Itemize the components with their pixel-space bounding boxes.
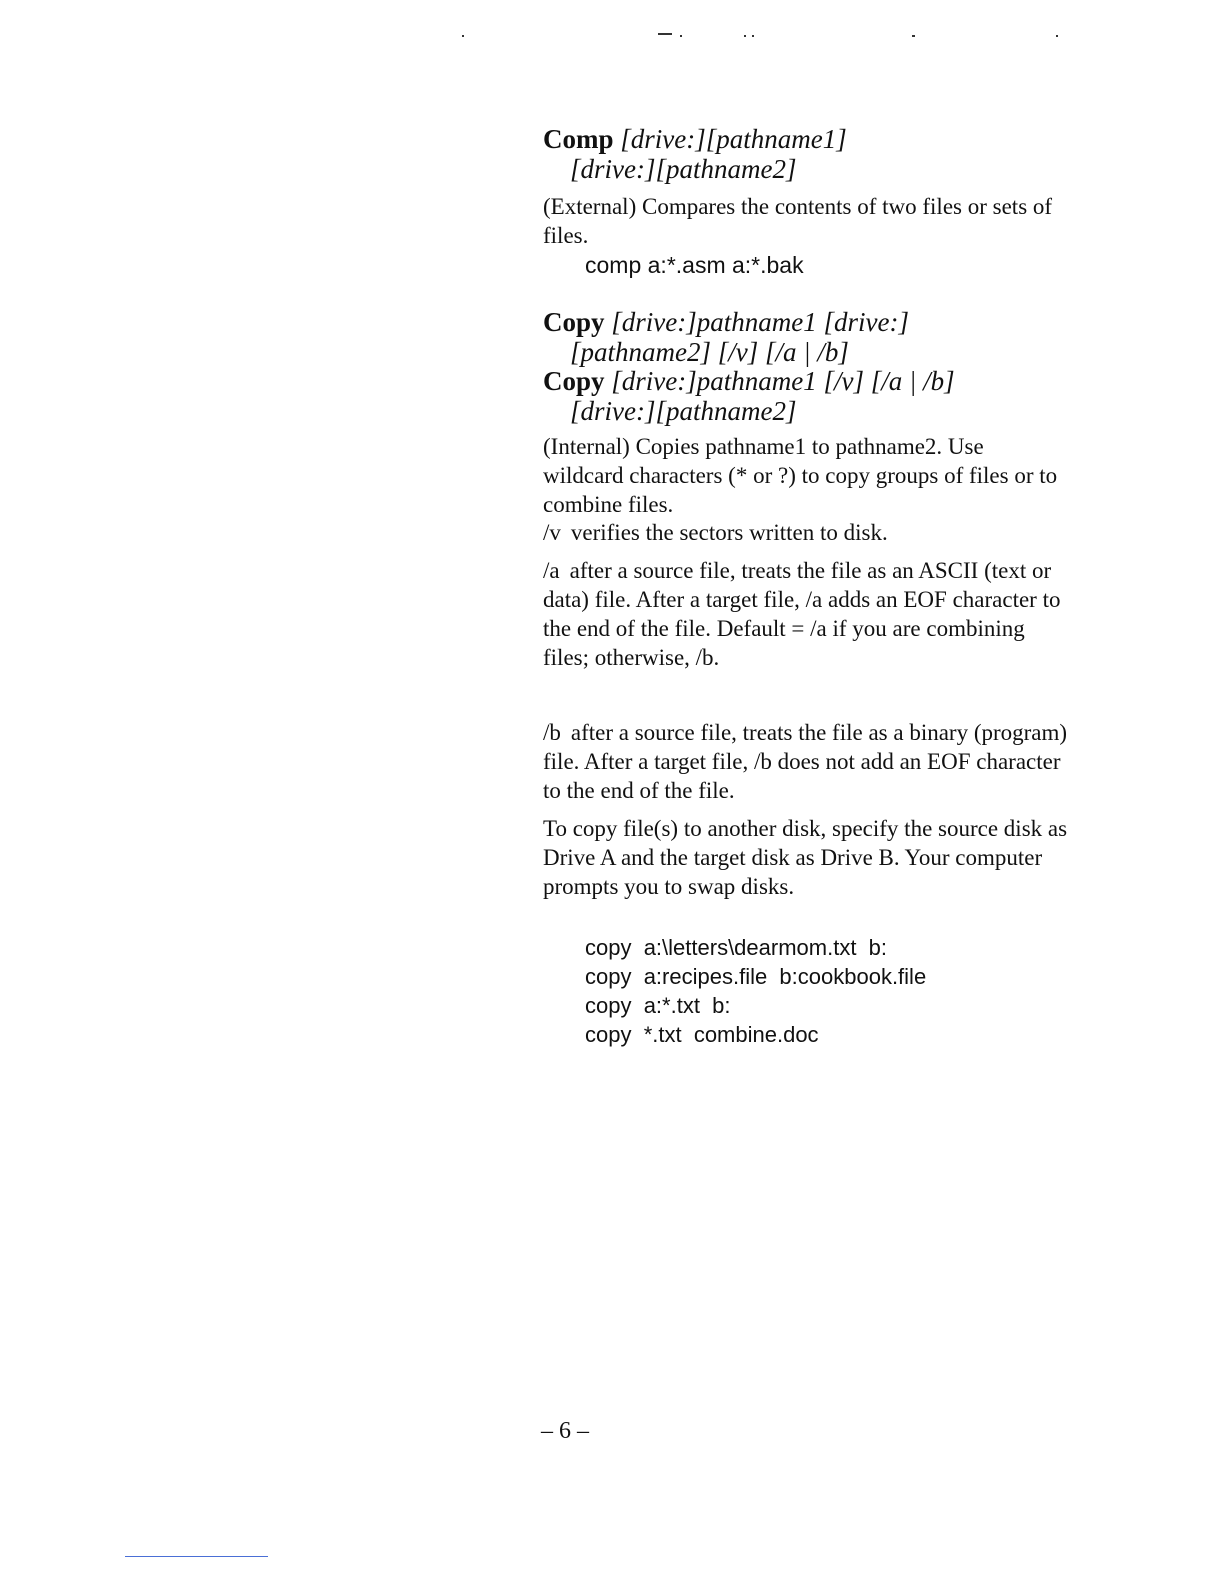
copy-syntax-2-args-a: [drive:]pathname1 [/v] [/a | /b] [611, 366, 955, 396]
copy-syntax-1-args-a: [drive:]pathname1 [drive:] [611, 307, 909, 337]
footer-rule [125, 1556, 268, 1557]
comp-command-name: Comp [543, 124, 614, 154]
copy-command-name-2: Copy [543, 366, 605, 396]
option-a-flag: /a [543, 558, 560, 583]
copy-syntax-2 [543, 366, 955, 426]
comp-syntax [543, 124, 847, 184]
option-v [543, 518, 1068, 547]
option-v-flag: /v [543, 520, 561, 545]
copy-syntax-1 [543, 307, 909, 367]
comp-description: (External) Compares the contents of two files or sets of files. [543, 194, 1053, 248]
copy-example-3: copy a:*.txt b: [585, 993, 731, 1018]
option-b [543, 718, 1068, 805]
comp-syntax-args-2: [drive:][pathname2] [570, 154, 797, 184]
page-number: – 6 – [541, 1418, 589, 1444]
option-b-text: after a source file, treats the file as a binary (program) file. After a target file, /b does not add an EOF character to the end of the file. [543, 720, 1068, 803]
copy-command-name: Copy [543, 307, 605, 337]
copy-syntax-1-args-b: [pathname2] [/v] [/a | /b] [570, 337, 849, 367]
copy-example-4: copy *.txt combine.doc [585, 1022, 819, 1047]
copy-example-1: copy a:\letters\dearmom.txt b: [585, 935, 888, 960]
comp-syntax-args-1: [drive:][pathname1] [620, 124, 847, 154]
option-v-text: verifies the sectors written to disk. [570, 520, 888, 545]
copy-swap-note: To copy file(s) to another disk, specify the source disk as Drive A and the target disk as Drive B. Your computer prompts you to swap disks. [543, 816, 1068, 899]
comp-example: comp a:*.asm a:*.bak [585, 252, 804, 278]
copy-example-2: copy a:recipes.file b:cookbook.file [585, 964, 927, 989]
option-b-flag: /b [543, 720, 561, 745]
copy-description: (Internal) Copies pathname1 to pathname2. Use wildcard characters (* or ?) to copy groups of files or to combine files. [543, 434, 1058, 517]
copy-syntax-2-args-b: [drive:][pathname2] [570, 396, 797, 426]
option-a [543, 556, 1068, 672]
option-a-text: after a source file, treats the file as an ASCII (text or data) file. After a target file, /a adds an EOF character to the end of the file. Default = /a if you are combining files; otherwise, /b. [543, 558, 1061, 670]
